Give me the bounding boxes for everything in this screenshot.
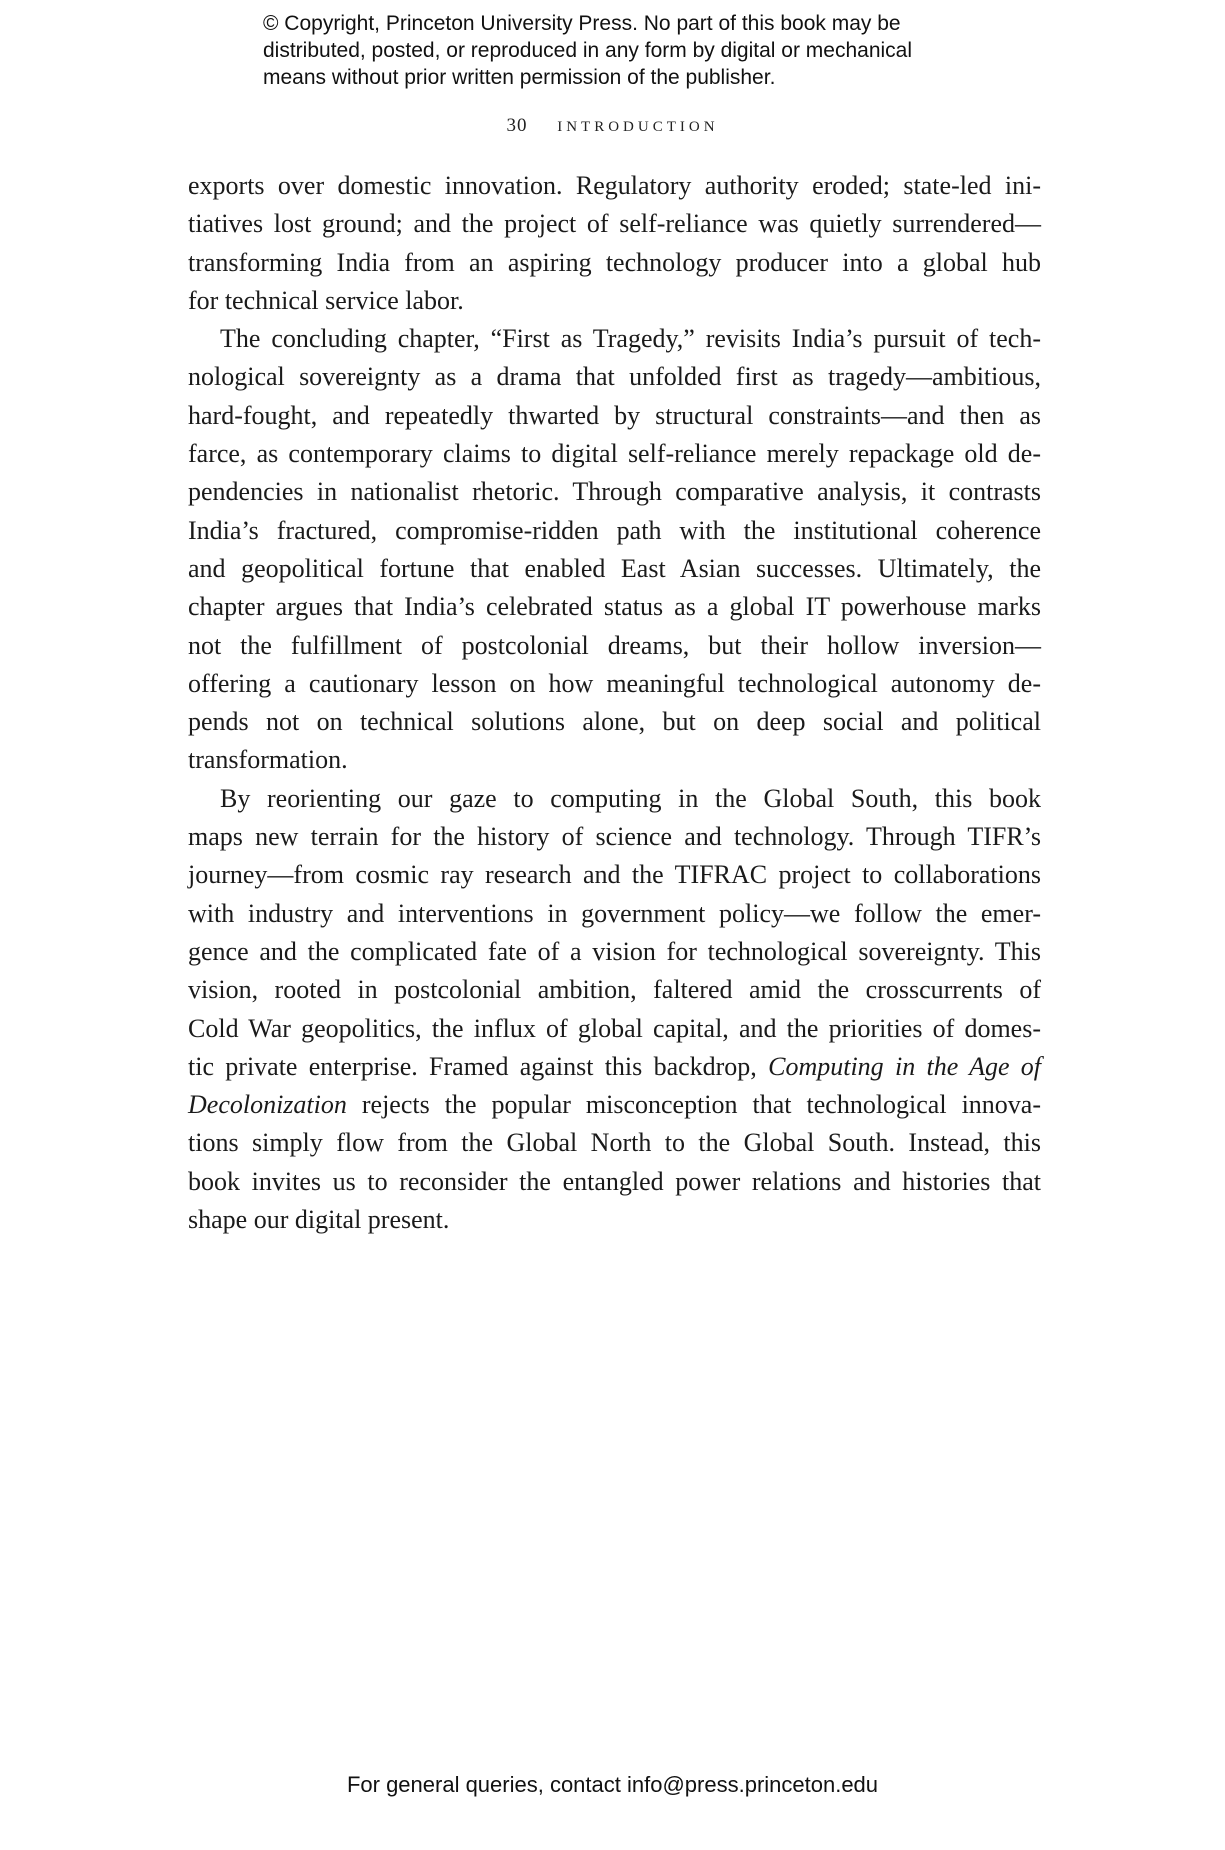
- text-line: tiatives lost ground; and the project of self-reliance was quietly surrendered—: [188, 209, 1041, 239]
- text-line: tions simply flow from the Global North to the Global South. Instead, this: [188, 1128, 1041, 1158]
- text-line: gence and the complicated fate of a vision for technological sovereignty. This: [188, 936, 1041, 966]
- text-line: offering a cautionary lesson on how meaningful technological autonomy de-: [188, 668, 1041, 698]
- text-line: nological sovereignty as a drama that unfolded first as tragedy—ambitious,: [188, 362, 1041, 392]
- text-fragment: tic private enterprise. Framed against this backdrop,: [188, 1051, 757, 1081]
- page-number: 30: [506, 115, 528, 136]
- text-line: not the fulfillment of postcolonial dreams, but their hollow inversion—: [188, 630, 1041, 660]
- text-line-with-title: [188, 1048, 1041, 1086]
- book-title-italic: Decolonization: [188, 1090, 347, 1120]
- text-line: for technical service labor.: [188, 285, 464, 315]
- text-line: India’s fractured, compromise-ridden path with the institutional coherence: [188, 515, 1041, 545]
- copyright-line: means without prior written permission of the publisher.: [263, 66, 776, 89]
- paragraph: [188, 167, 1041, 320]
- text-line: hard-fought, and repeatedly thwarted by structural constraints—and then as: [188, 400, 1041, 430]
- text-line: Cold War geopolitics, the influx of global capital, and the priorities of domes-: [188, 1013, 1041, 1043]
- text-line: maps new terrain for the history of science and technology. Through TIFR’s: [188, 822, 1041, 852]
- text-line: transforming India from an aspiring technology producer into a global hub: [188, 247, 1041, 277]
- text-line: and geopolitical fortune that enabled East Asian successes. Ultimately, the: [188, 553, 1041, 583]
- text-line: journey—from cosmic ray research and the TIFRAC project to collaborations: [188, 860, 1041, 890]
- text-line: shape our digital present.: [188, 1205, 450, 1235]
- chapter-title: introduction: [557, 112, 719, 136]
- text-line: chapter argues that India’s celebrated status as a global IT powerhouse marks: [188, 592, 1041, 622]
- paragraph: [188, 320, 1041, 780]
- text-line-with-title: [188, 1086, 1041, 1124]
- text-fragment: rejects the popular misconception that technological innova-: [361, 1090, 1041, 1120]
- text-line: book invites us to reconsider the entangled power relations and histories that: [188, 1166, 1041, 1196]
- contact-footer: For general queries, contact info@press.princeton.edu: [346, 1772, 879, 1797]
- running-head: [0, 112, 1225, 137]
- text-line: vision, rooted in postcolonial ambition, faltered amid the crosscurrents of: [188, 975, 1041, 1005]
- copyright-notice: [263, 10, 1003, 91]
- text-line: with industry and interventions in government policy—we follow the emer-: [188, 898, 1041, 928]
- text-line: farce, as contemporary claims to digital self-reliance merely repackage old de-: [188, 439, 1041, 469]
- paragraph: [188, 780, 1041, 1240]
- book-title-italic: Computing in the Age of: [768, 1051, 1042, 1081]
- body-text: [188, 167, 1041, 1239]
- copyright-line: distributed, posted, or reproduced in any form by digital or mechanical: [263, 39, 913, 62]
- text-line: By reorienting our gaze to computing in the Global South, this book: [220, 783, 1041, 813]
- text-line: transformation.: [188, 745, 348, 775]
- copyright-line: © Copyright, Princeton University Press. No part of this book may be: [263, 12, 901, 35]
- text-line: pends not on technical solutions alone, but on deep social and political: [188, 707, 1041, 737]
- text-line: The concluding chapter, “First as Tragedy,” revisits India’s pursuit of tech-: [220, 324, 1041, 354]
- text-line: pendencies in nationalist rhetoric. Through comparative analysis, it contrasts: [188, 477, 1041, 507]
- text-line: exports over domestic innovation. Regulatory authority eroded; state-led ini-: [188, 171, 1041, 200]
